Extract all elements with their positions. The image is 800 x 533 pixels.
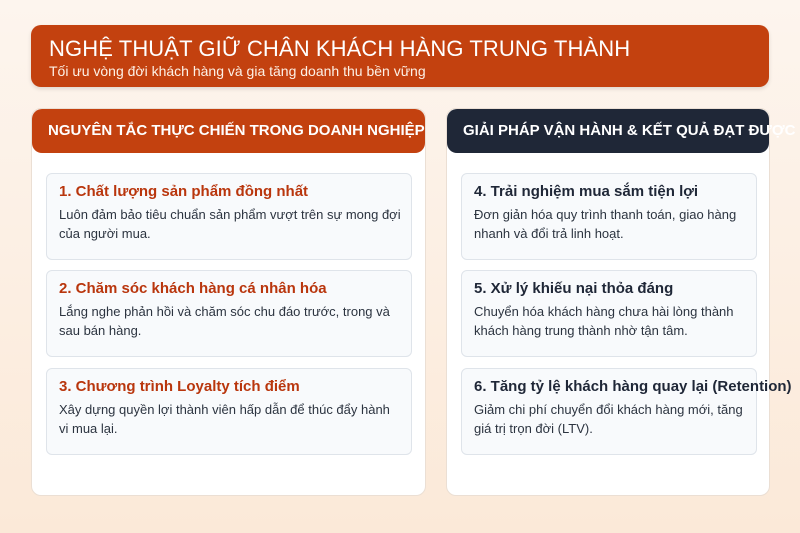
card-description: Luôn đảm bảo tiêu chuẩn sản phẩm vượt trên sự mong đợi của người mua. (59, 207, 401, 241)
solution-card-5 (461, 270, 757, 357)
solution-card-4 (461, 173, 757, 260)
principles-panel-header: NGUYÊN TẮC THỰC CHIẾN TRONG DOANH NGHIỆP (32, 109, 425, 153)
card-description: Chuyển hóa khách hàng chưa hài lòng thành khách hàng trung thành nhờ tận tâm. (474, 304, 734, 338)
card-description: Giảm chi phí chuyển đổi khách hàng mới, tăng giá trị trọn đời (LTV). (474, 402, 743, 436)
principle-card-2 (46, 270, 412, 357)
card-title: 1. Chất lượng sản phẩm đồng nhất (59, 183, 309, 200)
solutions-panel (446, 108, 796, 496)
page-title: NGHỆ THUẬT GIỮ CHÂN KHÁCH HÀNG TRUNG THÀNH (49, 36, 631, 61)
solution-card-6 (461, 368, 792, 455)
page-subtitle: Tối ưu vòng đời khách hàng và gia tăng doanh thu bền vững (49, 63, 426, 79)
card-title: 5. Xử lý khiếu nại thỏa đáng (474, 280, 674, 297)
title-banner (31, 25, 769, 87)
card-description: Đơn giản hóa quy trình thanh toán, giao hàng nhanh và đổi trả linh hoạt. (474, 207, 737, 241)
card-description: Xây dựng quyền lợi thành viên hấp dẫn để thúc đẩy hành vi mua lại. (59, 402, 390, 436)
card-title: 4. Trải nghiệm mua sắm tiện lợi (474, 183, 699, 200)
card-title: 3. Chương trình Loyalty tích điểm (59, 378, 300, 395)
principle-card-1 (46, 173, 412, 260)
card-title: 2. Chăm sóc khách hàng cá nhân hóa (59, 280, 327, 297)
solutions-panel-header: GIẢI PHÁP VẬN HÀNH & KẾT QUẢ ĐẠT ĐƯỢC (447, 109, 769, 153)
card-title: 6. Tăng tỷ lệ khách hàng quay lại (Retention) (474, 378, 792, 395)
card-description: Lắng nghe phản hồi và chăm sóc chu đáo trước, trong và sau bán hàng. (59, 304, 390, 338)
principles-panel (31, 108, 426, 496)
principle-card-3 (46, 368, 412, 455)
